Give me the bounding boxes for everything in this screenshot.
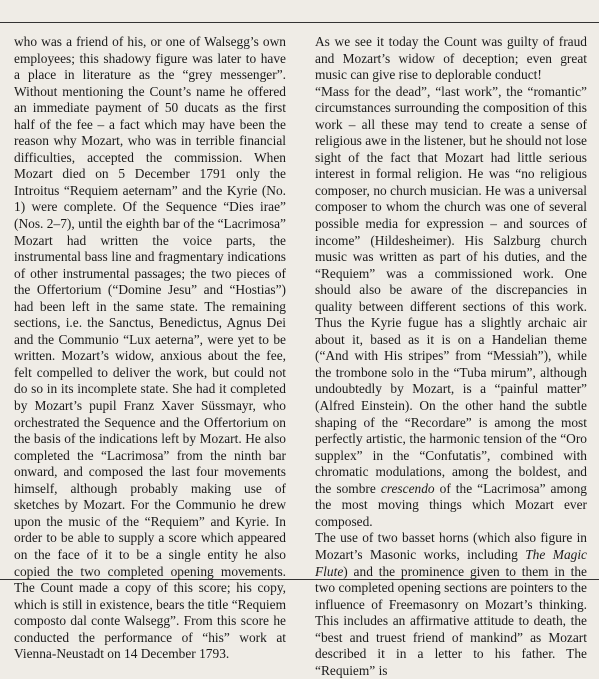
left-paragraph: who was a friend of his, or one of Walsegg’s own employees; this shadowy figure was later to have a place in literature as the “grey messenger”. Without mentioning the Count’s name he offered an immediate payment of 50 ducats as the first half of the fee – a fact which may have been the reason why Mozart, who was in terrible financial difficulties, accepted the commission. When Mozart died on 5 December 1791 only the Introitus “Requiem aeternam” and the Kyrie (No. 1) were complete. Of the Sequence “Dies irae” (Nos. 2–7), until the eighth bar of the “Lacrimosa” Mozart had written the voice parts, the instrumental bass line and fragmentary indications of other instrumental passages; the two pieces of the Offertorium (“Domine Jesu” and “Hostias”) had been left in the same state. The remaining sections, i.e. the Sanctus, Benedictus, Agnus Dei and the Communio “Lux aeterna”, were yet to be written. Mozart’s widow, anxious about the fee, felt compelled to deliver the work, but could not do so in its incomplete state. She had it completed by Mozart’s pupil Franz Xaver Süssmayr, who orchestrated the Sequence and the Offertorium on the basis of the indications left by Mozart. He also completed the “Lacrimosa” from the ninth bar onward, and composed the last four movements himself, although probably making use of sketches by Mozart. For the Communio he drew upon the music of the “Requiem” and Kyrie. In order to be able to supply a score which appeared on the face of it to be a single entity he also copied the two completed opening movements. The Count made a copy of this score; his copy, which is still in existence, bears the title “Requiem composto dal conte Walsegg”. From this score he conducted the performance of “his” work at Vienna-Neustadt on 14 December 1793. [14, 34, 286, 662]
right-paragraph-1: As we see it today the Count was guilty of fraud and Mozart’s widow of deception; even great music can give rise to deplorable conduct! [315, 34, 587, 83]
right-paragraph-2 [315, 84, 587, 531]
paragraph-3-text-b: ) and the prominence given to them in the two completed opening sections are pointers to the influence of Freemasonry on Mozart’s thinking. This includes an affirmative attitude to death, the “best and truest friend of mankind” as Mozart described it in a letter to his father. The “Requiem” is [315, 563, 587, 678]
crescendo-emphasis: crescendo [380, 480, 435, 496]
left-column [14, 34, 286, 663]
right-paragraph-3 [315, 530, 587, 679]
top-rule [0, 22, 599, 23]
magic-flute-title: The Magic Flute [315, 546, 587, 579]
right-column [315, 34, 587, 679]
paragraph-2-text-a: “Mass for the dead”, “last work”, the “romantic” circumstances surrounding the composition of this work – all these may tend to create a sense of religious awe in the listener, but he should not lose sight of the fact that Mozart had little serious interest in formal religion. He was “no religious composer, no church musician. He was a universal composer to whom the church was one of several possible media for expression – and sources of income” (Hildesheimer). His Salzburg church music was written as part of his duties, and the “Requiem” was a commissioned work. One should also be aware of the discrepancies in quality between different sections of this work. Thus the Kyrie fugue has a slightly archaic air about it, based as it is on a Handelian theme (“And with His stripes” from “Messiah”), while the trombone solo in the “Tuba mirum”, although undoubtedly by Mozart, is a “painful matter” (Alfred Einstein). On the other hand the subtle shaping of the “Recordare” is among the most perfectly artistic, the harmonic tension of the “Oro supplex” in the “Confutatis”, combined with chromatic modulations, among the boldest, and the sombre [315, 83, 587, 496]
paragraph-3-text-a: The use of two basset horns (which also figure in Mozart’s Masonic works, including [315, 530, 587, 562]
bottom-rule [0, 579, 599, 580]
paragraph-2-text-b: of the “Lacrimosa” among the most moving things which Mozart ever composed. [315, 480, 588, 529]
